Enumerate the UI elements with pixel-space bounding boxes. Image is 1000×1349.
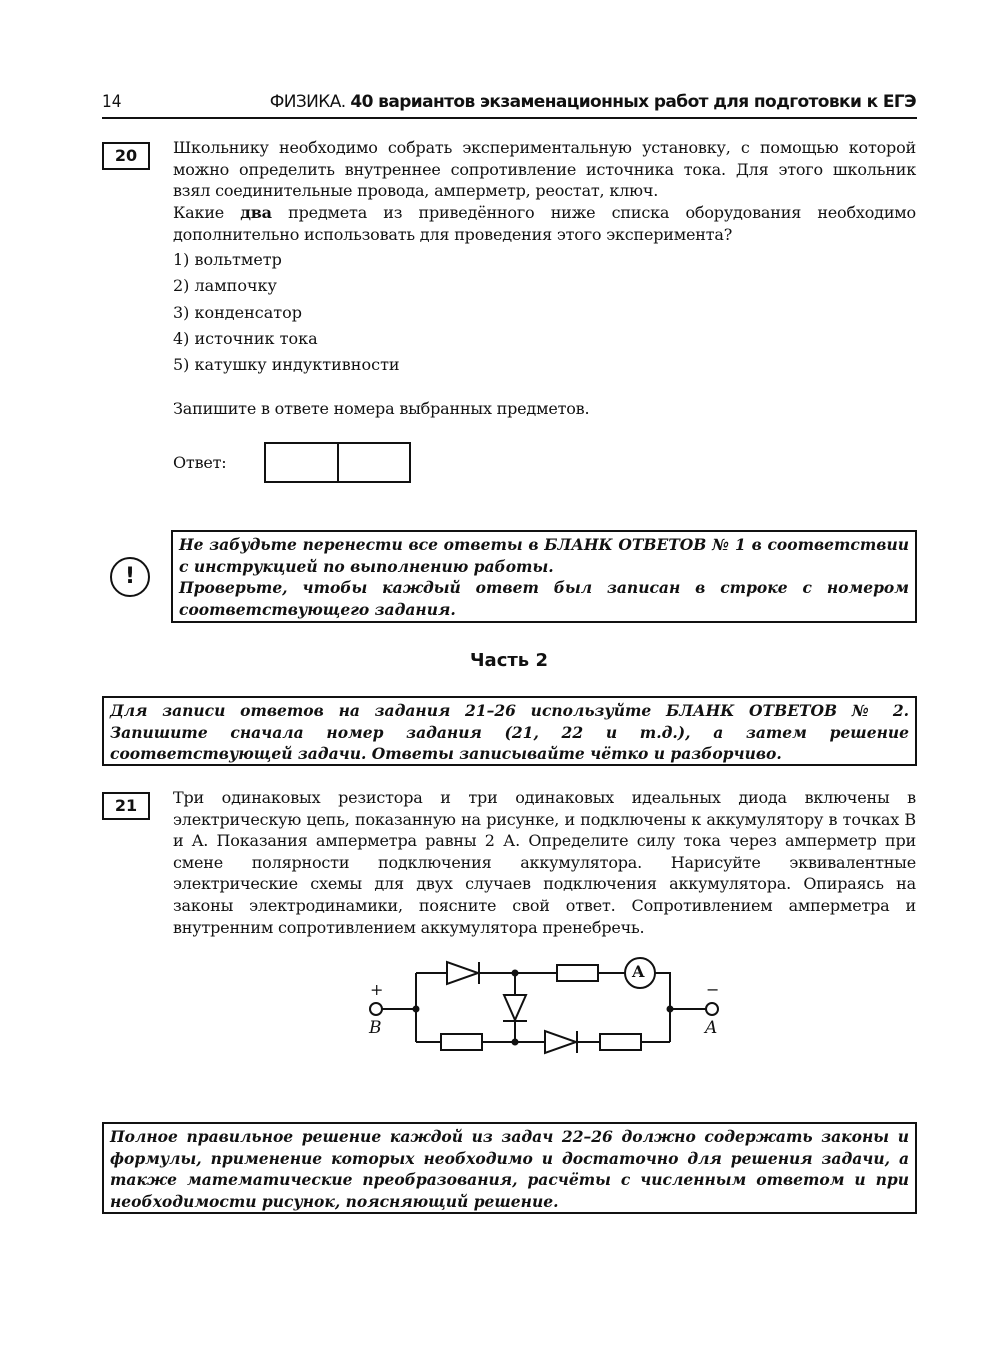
diode-bottom: [545, 1031, 576, 1053]
resistor-top: [557, 965, 598, 981]
question-number-20: 20: [102, 142, 150, 170]
ammeter-label: A: [632, 962, 645, 981]
option-item: 5) катушку индуктивности: [173, 355, 400, 375]
part-2-title: Часть 2: [470, 650, 548, 671]
prompt-part: предмета из приведённого ниже списка оборудования необходимо дополнительно использовать для проведения этого эксперимента?: [173, 203, 916, 244]
answer-instruction: Запишите в ответе номера выбранных предметов.: [173, 399, 590, 418]
prompt-bold: два: [240, 203, 272, 222]
label-b: B: [369, 1018, 382, 1038]
prompt-part: Какие: [173, 203, 241, 222]
minus-sign: −: [706, 980, 720, 999]
question-21-text: Три одинаковых резистора и три одинаковых идеальных диода включены в электрическую цепь, показанную на рисунке, и подключены к аккумулятору в точках B и A. Показания амперметра равны 2 А. Определите силу тока через амперметр при смене полярности подключения аккумулятора. Нарисуйте эквивалентные электрические схемы для двух случаев подключения аккумулятора. Опираясь на законы электродинамики, поясните свой ответ. Сопротивлением амперметра и внутренним сопротивлением аккумулятора пренебречь.: [173, 788, 916, 937]
reminder-line-2: Проверьте, чтобы каждый ответ был записан в строке с номером соответствующего задания.: [179, 578, 909, 619]
plus-sign: +: [370, 980, 384, 999]
diode-middle: [504, 995, 526, 1020]
option-item: 1) вольтметр: [173, 250, 282, 269]
question-20-text: Школьнику необходимо собрать экспериментальную установку, с помощью которой можно определить внутреннее сопротивление источника тока. Для этого школьник взял соединительные провода, амперметр, реостат, ключ.: [173, 138, 916, 201]
option-item: 4) источник тока: [173, 328, 318, 348]
option-item: 3) конденсатор: [173, 302, 303, 322]
page-number: 14: [102, 92, 122, 112]
option-item: 2) лампочку: [173, 276, 277, 296]
part-2-note: Для записи ответов на задания 21–26 используйте БЛАНК ОТВЕТОВ № 2. Запишите сначала номер задания (21, 22 и т.д.), а затем решение соответствующей задачи. Ответы записывайте чётко и разборчиво.: [102, 696, 917, 766]
question-number-21: 21: [102, 792, 150, 820]
solution-requirements-note: Полное правильное решение каждой из задач 22–26 должно содержать законы и формулы, применение которых необходимо и достаточно для решения задачи, а также математические преобразования, расчёты с численным ответом и при необходимости рисунок, поясняющий решение.: [102, 1122, 917, 1214]
label-a: A: [705, 1018, 718, 1038]
header-subject: ФИЗИКА.: [269, 92, 346, 112]
answer-label: Ответ:: [173, 453, 227, 472]
exclamation-icon: !: [110, 557, 150, 597]
resistor-bottom-left: [441, 1034, 482, 1050]
header-title: 40 вариантов экзаменационных работ для подготовки к ЕГЭ: [350, 92, 916, 112]
resistor-bottom-right: [600, 1034, 641, 1050]
reminder-line-1: Не забудьте перенести все ответы в БЛАНК ОТВЕТОВ № 1 в соответствии с инструкцией по выполнению работы.: [179, 535, 909, 576]
diode-top: [447, 962, 478, 984]
terminal-a: [706, 1003, 718, 1015]
terminal-b: [370, 1003, 382, 1015]
